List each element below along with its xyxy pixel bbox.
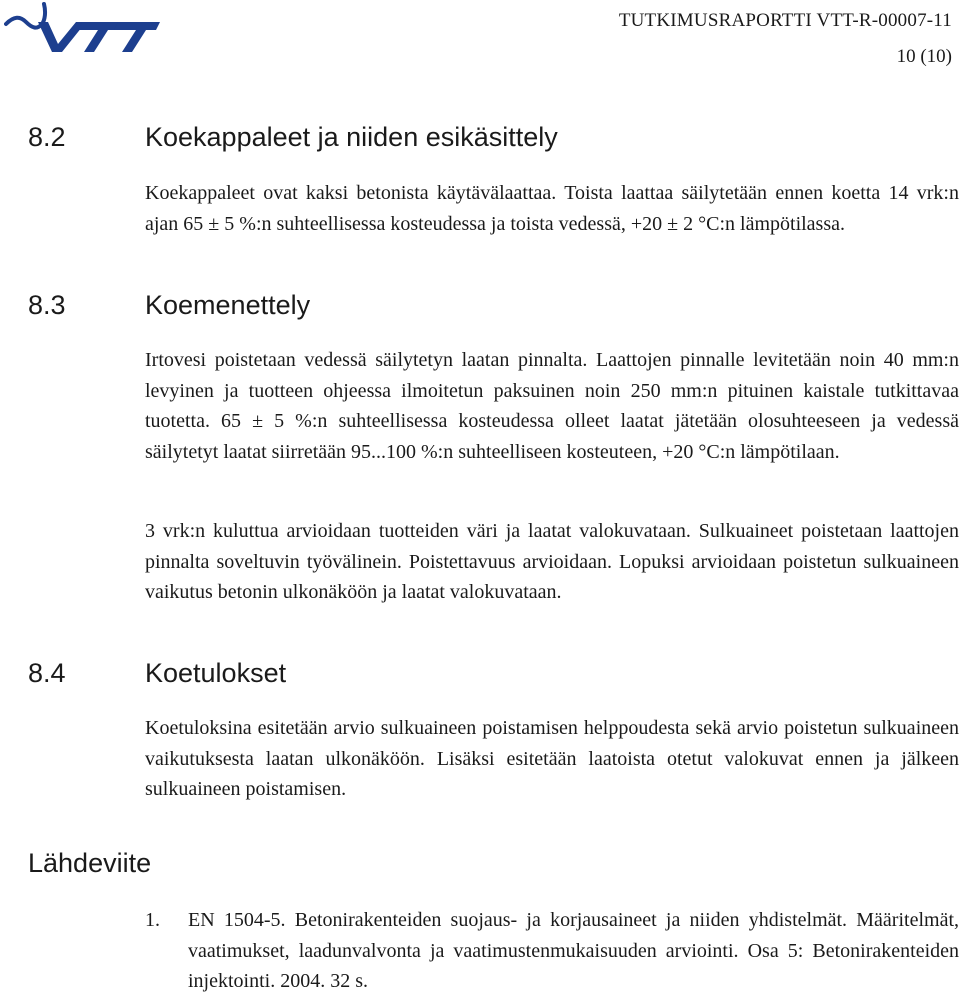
vtt-logo [4,0,160,56]
section-number: 8.4 [28,658,66,688]
section-paragraph: Irtovesi poistetaan vedessä säilytetyn laatan pinnalta. Laattojen pinnalle levitetään noin 40 mm:n levyinen ja tuotteen ohjeessa ilmoitetun paksuinen noin 250 mm:n pituinen kaistale tutkittavaa tuotetta. 65 ± 5 %:n suhteellisessa kosteudessa olleet laatat jätetään olosuhteeseen ja vedessä säilytetyt laatat siirretään 95...100 %:n suhteelliseen kosteuteen, +20 °C:n lämpötilaan. [145,349,959,463]
section-number: 8.2 [28,122,66,152]
section-paragraph: 3 vrk:n kuluttua arvioidaan tuotteiden väri ja laatat valokuvataan. Sulkuaineet poistetaan laattojen pinnalta soveltuvin työvälinein. Poistettavuus arvioidaan. Lopuksi arvioidaan poistetun sulkuaineen vaikutus betonin ulkonäköön ja laatat valokuvataan. [145,520,959,603]
section-title: Koetulokset [145,658,287,688]
reference-text: EN 1504-5. Betonirakenteiden suojaus- ja korjausaineet ja niiden yhdistelmät. Määritelmät, vaatimukset, laadunvalvonta ja vaatimustenmukaisuuden arviointi. Osa 5: Betonirakenteiden injektointi. 2004. 32 s. [188,909,959,992]
section-heading-8-4 [28,658,286,689]
section-title: Koemenettely [145,290,311,320]
section-paragraph: Koekappaleet ovat kaksi betonista käytävälaattaa. Toista laattaa säilytetään ennen koetta 14 vrk:n ajan 65 ± 5 %:n suhteellisessa kosteudessa ja toista vedessä, +20 ± 2 °C:n lämpötilassa. [145,182,959,235]
report-id: TUTKIMUSRAPORTTI VTT-R-00007-11 [618,10,952,31]
reference-number: 1. [145,909,160,931]
section-number: 8.3 [28,290,66,320]
section-paragraph: Koetuloksina esitetään arvio sulkuaineen poistamisen helppoudesta sekä arvio poistetun sulkuaineen vaikutuksesta laatan ulkonäköön. Lisäksi esitetään laatoista otetut valokuvat ennen ja jälkeen sulkuaineen poistamisen. [145,717,959,800]
section-title: Koekappaleet ja niiden esikäsittely [145,122,558,152]
section-heading-8-2 [28,122,558,153]
page-number: 10 (10) [896,46,952,67]
section-heading-8-3 [28,290,310,321]
references-heading: Lähdeviite [28,848,152,878]
